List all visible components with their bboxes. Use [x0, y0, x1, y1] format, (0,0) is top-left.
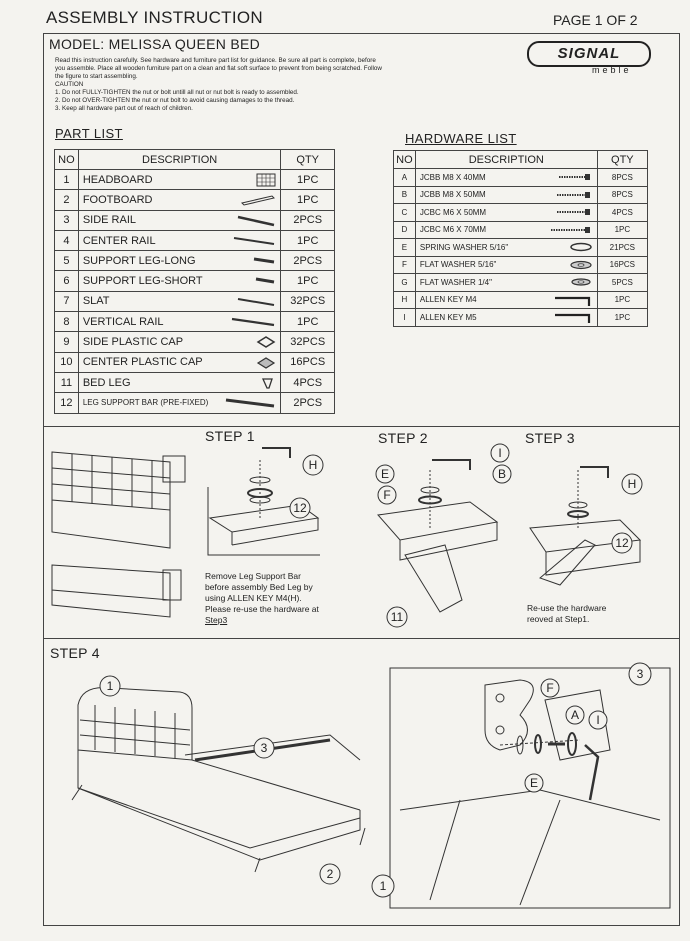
part-desc: SIDE PLASTIC CAP [82, 336, 184, 349]
hw-no: E [394, 239, 416, 257]
hw-no: G [394, 274, 416, 292]
part-qty: 2PCS [281, 251, 335, 271]
caution-line: 1. Do not FULLY-TIGHTEN the nut or bolt untill all nut or nut bolt is ready to assembled. [55, 89, 299, 96]
callout-b [493, 465, 511, 483]
part-qty: 2PCS [281, 210, 335, 230]
step2-label: STEP 2 [378, 430, 428, 446]
callout-text: 12 [293, 501, 307, 515]
part-no: 4 [55, 230, 79, 250]
callout-text: I [596, 713, 600, 727]
model-name: MODEL: MELISSA QUEEN BED [49, 36, 261, 52]
header-qty: QTY [281, 150, 335, 170]
hw-qty: 21PCS [597, 239, 647, 257]
hw-desc: JCBB M8 X 50MM [419, 190, 486, 200]
page-number: PAGE 1 OF 2 [553, 12, 638, 28]
header-no: NO [394, 151, 416, 169]
part-no: 9 [55, 332, 79, 352]
callout-text: 3 [260, 741, 268, 755]
hw-qty: 1PC [597, 221, 647, 239]
callout-text: E [380, 467, 390, 481]
part-list-title: PART LIST [55, 126, 123, 141]
hw-no: A [394, 169, 416, 187]
part-desc: SIDE RAIL [82, 214, 137, 227]
header-qty: QTY [597, 151, 647, 169]
caution-heading: CAUTION [55, 81, 84, 88]
callout-text: 1 [379, 879, 387, 893]
callout-text: 12 [615, 536, 629, 550]
note-line: using ALLEN KEY M4(H). [205, 593, 302, 603]
note-line: reoved at Step1. [527, 614, 590, 624]
callout-12 [290, 498, 310, 518]
hw-qty: 4PCS [597, 204, 647, 222]
hw-no: B [394, 186, 416, 204]
headboard-illustration [52, 452, 185, 548]
hw-qty: 8PCS [597, 169, 647, 187]
hw-qty: 1PC [597, 291, 647, 309]
part-desc: CENTER PLASTIC CAP [82, 356, 203, 369]
part-desc: SUPPORT LEG-LONG [82, 254, 196, 267]
part-qty: 32PCS [281, 332, 335, 352]
hw-desc: ALLEN KEY M4 [419, 295, 477, 305]
callout-1 [372, 875, 394, 897]
part-qty: 1PC [281, 230, 335, 250]
caution-line: 2. Do not OVER-TIGHTEN the nut or nut bolt to avoid causing damages to the thread. [55, 97, 295, 104]
hw-qty: 5PCS [597, 274, 647, 292]
hw-desc: JCBC M6 X 70MM [419, 225, 487, 235]
callout-1 [100, 676, 120, 696]
part-qty: 2PCS [281, 393, 335, 413]
callout-text: F [383, 488, 391, 502]
callout-f [378, 486, 396, 504]
callout-e [525, 774, 543, 792]
callout-e [376, 465, 394, 483]
callout-h [622, 474, 642, 494]
callout-a [566, 706, 584, 724]
hw-no: D [394, 221, 416, 239]
callout-f [541, 679, 559, 697]
part-qty: 1PC [281, 190, 335, 210]
callout-text: 2 [326, 867, 334, 881]
callout-i [589, 711, 607, 729]
part-no: 7 [55, 291, 79, 311]
hw-qty: 8PCS [597, 186, 647, 204]
bed-illustration [72, 688, 365, 872]
part-desc: SLAT [82, 295, 110, 308]
hw-qty: 16PCS [597, 256, 647, 274]
part-no: 6 [55, 271, 79, 291]
callout-text: I [498, 446, 502, 460]
hw-no: C [394, 204, 416, 222]
hw-no: H [394, 291, 416, 309]
callout-text: 1 [106, 679, 114, 693]
part-no: 5 [55, 251, 79, 271]
part-qty: 1PC [281, 271, 335, 291]
callout-3 [254, 738, 274, 758]
callout-2 [320, 864, 340, 884]
part-desc: SUPPORT LEG-SHORT [82, 275, 203, 288]
part-no: 3 [55, 210, 79, 230]
callout-12 [612, 533, 632, 553]
note-line: Please re-use the hardware at [205, 604, 319, 614]
part-no: 2 [55, 190, 79, 210]
hw-no: I [394, 309, 416, 327]
part-qty: 32PCS [281, 291, 335, 311]
note-line: Step3 [205, 615, 228, 625]
caution-line: 3. Keep all hardware part out of reach of children. [55, 105, 193, 112]
footboard-illustration [52, 565, 181, 617]
part-desc: BED LEG [82, 376, 131, 389]
header-description: DESCRIPTION [415, 151, 597, 169]
intro-line: you assemble. Place all wooden furniture part on a clean and flat soft surface to prevent from being scratched. Follow [55, 65, 382, 72]
part-no: 12 [55, 393, 79, 413]
hw-desc: SPRING WASHER 5/16" [419, 242, 509, 252]
hw-desc: JCBC M6 X 50MM [419, 207, 487, 217]
step2-detail [378, 460, 497, 612]
part-no: 10 [55, 352, 79, 372]
part-no: 8 [55, 312, 79, 332]
intro-line: the figure to start assembling. [55, 73, 138, 80]
part-qty: 16PCS [281, 352, 335, 372]
part-desc: CENTER RAIL [82, 234, 156, 247]
callout-text: H [627, 477, 637, 491]
hw-qty: 1PC [597, 309, 647, 327]
callout-text: A [570, 708, 580, 722]
callout-i [491, 444, 509, 462]
callout-11 [387, 607, 407, 627]
hardware-list-title: HARDWARE LIST [405, 131, 517, 146]
brand-subtitle: meble [592, 65, 632, 75]
hw-no: F [394, 256, 416, 274]
header-description: DESCRIPTION [78, 150, 281, 170]
part-desc: LEG SUPPORT BAR (PRE-FIXED) [82, 398, 209, 408]
callout-text: H [308, 458, 318, 472]
step4-label: STEP 4 [50, 645, 100, 661]
callout-text: 11 [390, 610, 404, 624]
part-qty: 1PC [281, 170, 335, 190]
part-qty: 4PCS [281, 372, 335, 392]
callout-text: 3 [636, 667, 644, 681]
hw-desc: JCBB M8 X 40MM [419, 172, 486, 182]
hw-desc: ALLEN KEY M5 [419, 312, 477, 322]
hw-desc: FLAT WASHER 5/16" [419, 260, 497, 270]
callout-3 [629, 663, 651, 685]
part-desc: FOOTBOARD [82, 193, 153, 206]
callout-text: E [529, 776, 539, 790]
part-no: 1 [55, 170, 79, 190]
note-line: Remove Leg Support Bar [205, 571, 301, 581]
part-no: 11 [55, 372, 79, 392]
intro-line: Read this instruction carefully. See hardware and furniture part list for guidance. Be sure all part is complete, before [55, 57, 376, 64]
header-no: NO [55, 150, 79, 170]
brand-logo: SIGNAL [527, 41, 651, 67]
document-title: ASSEMBLY INSTRUCTION [46, 8, 263, 27]
part-desc: VERTICAL RAIL [82, 315, 164, 328]
step1-label: STEP 1 [205, 428, 255, 444]
hw-desc: FLAT WASHER 1/4" [419, 277, 492, 287]
callout-text: B [497, 467, 507, 481]
callout-text: F [546, 681, 554, 695]
note-line: Re-use the hardware [527, 603, 607, 613]
step3-label: STEP 3 [525, 430, 575, 446]
note-line: before assembly Bed Leg by [205, 582, 313, 592]
part-qty: 1PC [281, 312, 335, 332]
part-desc: HEADBOARD [82, 173, 153, 186]
callout-h [303, 455, 323, 475]
